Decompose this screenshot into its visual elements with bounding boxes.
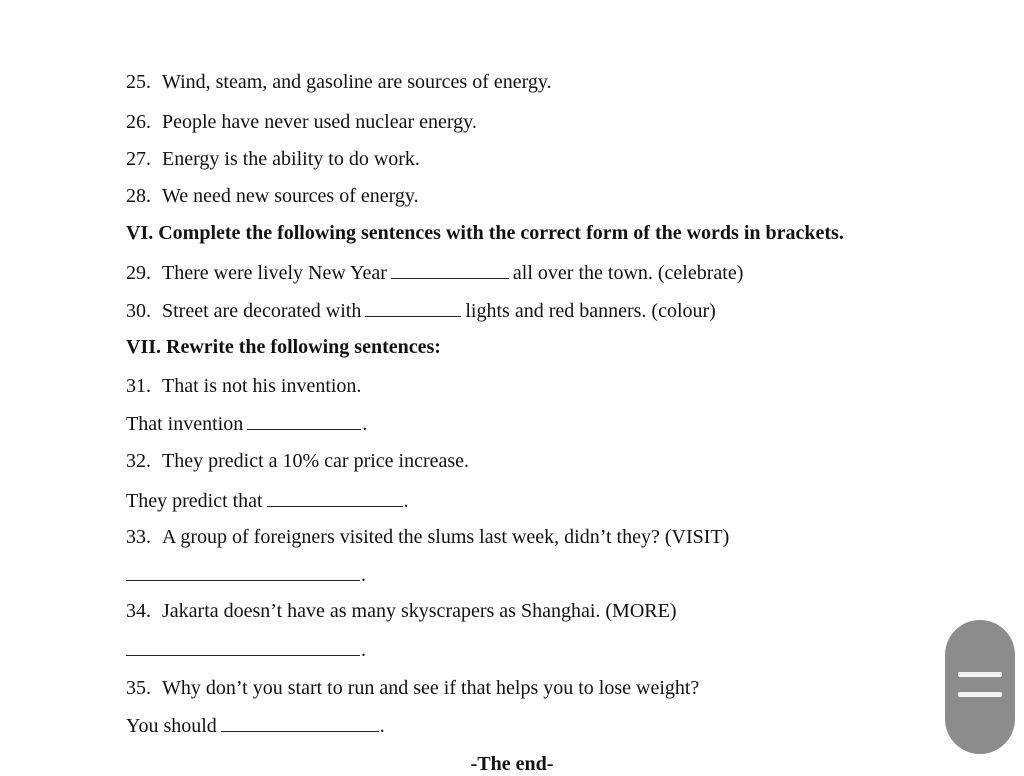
- the-end: -The end-: [470, 753, 554, 775]
- answer-blank: [267, 488, 403, 507]
- question-number: 30.: [126, 300, 151, 322]
- handle-line: [958, 692, 1002, 697]
- question-number: 33.: [126, 526, 151, 548]
- question-text: Why don’t you start to run and see if that helps you to lose weight?: [162, 677, 700, 699]
- answer-blank: [391, 260, 509, 279]
- answer-blank: [126, 562, 360, 581]
- question-number: 31.: [126, 375, 151, 397]
- question-31: [126, 374, 361, 398]
- question-number: 27.: [126, 148, 151, 170]
- answer-period: .: [362, 413, 368, 435]
- answer-prefix: That invention: [126, 413, 244, 435]
- question-number: 28.: [126, 185, 151, 207]
- handle-line: [958, 672, 1002, 677]
- section-heading-vi: VI. Complete the following sentences with the correct form of the words in brackets.: [126, 222, 844, 244]
- question-text: Jakarta doesn’t have as many skyscrapers as Shanghai. (MORE): [162, 600, 677, 622]
- question-number: 32.: [126, 450, 151, 472]
- question-text: They predict a 10% car price increase.: [162, 450, 470, 472]
- question-34: [126, 599, 677, 623]
- answer-blank: [221, 713, 379, 732]
- question-number: 29.: [126, 262, 151, 284]
- question-text-before: There were lively New Year: [162, 262, 387, 284]
- answer-prefix: They predict that: [126, 490, 263, 512]
- question-number: 34.: [126, 600, 151, 622]
- question-25: [126, 70, 552, 94]
- answer-prefix: You should: [126, 715, 217, 737]
- question-text: We need new sources of energy.: [162, 185, 419, 207]
- question-26: [126, 110, 477, 134]
- question-text-before: Street are decorated with: [162, 300, 362, 322]
- question-32: [126, 449, 469, 473]
- answer-period: .: [379, 715, 385, 737]
- answer-period: .: [361, 564, 366, 586]
- answer-blank: [365, 298, 461, 317]
- question-28: [126, 184, 419, 208]
- question-number: 35.: [126, 677, 151, 699]
- scroll-handle[interactable]: [945, 620, 1015, 754]
- section-heading-vii: VII. Rewrite the following sentences:: [126, 336, 441, 358]
- question-number: 26.: [126, 111, 151, 133]
- question-text: People have never used nuclear energy.: [162, 111, 477, 133]
- answer-period: .: [361, 639, 366, 661]
- answer-line-35: [126, 713, 385, 738]
- question-text-after: lights and red banners. (colour): [465, 300, 716, 322]
- question-text: That is not his invention.: [162, 375, 362, 397]
- question-text: Energy is the ability to do work.: [162, 148, 420, 170]
- answer-line-32: [126, 488, 409, 513]
- question-35: [126, 676, 699, 700]
- answer-period: .: [403, 490, 409, 512]
- answer-line-33: [126, 562, 366, 587]
- answer-line-34: [126, 637, 366, 662]
- answer-line-31: [126, 411, 367, 436]
- question-number: 25.: [126, 71, 151, 93]
- question-text: Wind, steam, and gasoline are sources of energy.: [162, 71, 552, 93]
- question-29: [126, 260, 743, 285]
- question-33: [126, 525, 729, 549]
- question-text: A group of foreigners visited the slums last week, didn’t they? (VISIT): [162, 526, 730, 548]
- answer-blank: [247, 411, 361, 430]
- question-30: [126, 298, 716, 323]
- answer-blank: [126, 637, 360, 656]
- question-27: [126, 147, 420, 171]
- question-text-after: all over the town. (celebrate): [512, 262, 744, 284]
